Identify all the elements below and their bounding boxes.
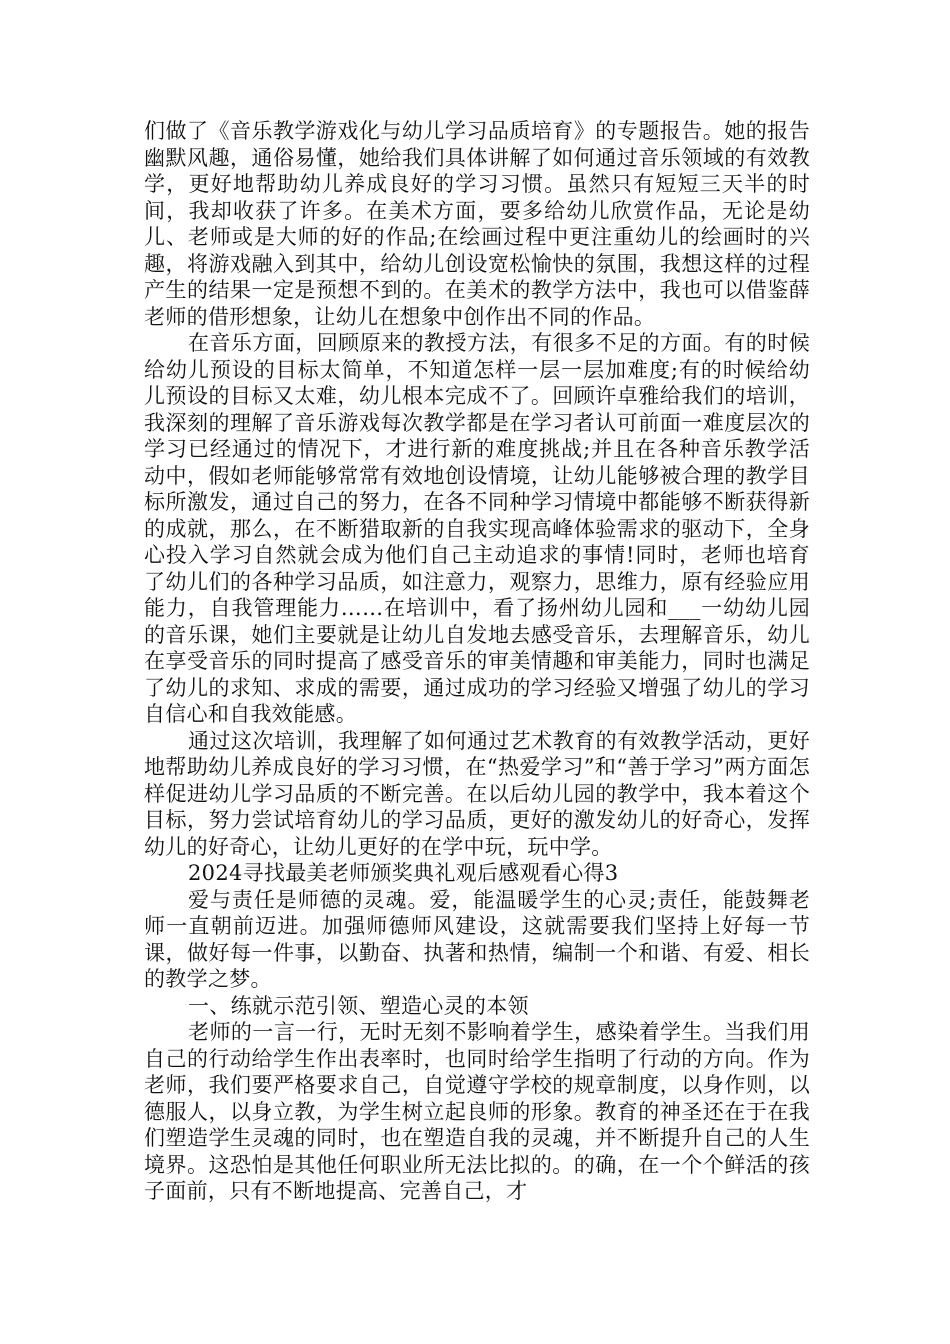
document-body [144, 118, 810, 1205]
paragraph: 爱与责任是师德的灵魂。爱，能温暖学生的心灵;责任，能鼓舞老师一直朝前迈进。加强师德师风建设，这就需要我们坚持上好每一节课，做好每一件事，以勤奋、执著和热情，编制一个和谐、有爱、相长的教学之梦。 [144, 887, 810, 991]
paragraph: 老师的一言一行，无时无刻不影响着学生，感染着学生。当我们用自己的行动给学生作出表率时，也同时给学生指明了行动的方向。作为老师，我们要严格要求自己，自觉遵守学校的规章制度，以身作则，以德服人，以身立教，为学生树立起良师的形象。教育的神圣还在于在我们塑造学生灵魂的同时，也在塑造自我的灵魂，并不断提升自己的人生境界。这恐怕是其他任何职业所无法比拟的。的确，在一个个鲜活的孩子面前，只有不断地提高、完善自己，才 [144, 1020, 810, 1203]
paragraph: 在音乐方面，回顾原来的教授方法，有很多不足的方面。有的时候给幼儿预设的目标太简单，不知道怎样一层一层加难度;有的时候给幼儿预设的目标又太难，幼儿根本完成不了。回顾许卓雅给我们的培训，我深刻的理解了音乐游戏每次教学都是在学习者认可前面一难度层次的学习已经通过的情况下，才进行新的难度挑战;并且在各种音乐教学活动中，假如老师能够常常有效地创设情境，让幼儿能够被合理的教学目标所激发，通过自己的努力，在各不同种学习情境中都能够不断获得新的成就，那么，在不断猎取新的自我实现高峰体验需求的驱动下，全身心投入学习自然就会成为他们自己主动追求的事情!同时，老师也培育了幼儿们的各种学习品质，如注意力，观察力，思维力，原有经验应用能力，自我管理能力……在培训中，看了扬州幼儿园和___一幼幼儿园的音乐课，她们主要就是让幼儿自发地去感受音乐，去理解音乐，幼儿在享受音乐的同时提高了感受音乐的审美情趣和审美能力，同时也满足了幼儿的求知、求成的需要，通过成功的学习经验又增强了幼儿的学习自信心和自我效能感。 [144, 331, 810, 726]
paragraph: 们做了《音乐教学游戏化与幼儿学习品质培育》的专题报告。她的报告幽默风趣，通俗易懂，她给我们具体讲解了如何通过音乐领域的有效教学，更好地帮助幼儿养成良好的学习习惯。虽然只有短短三天半的时间，我却收获了许多。在美术方面，要多给幼儿欣赏作品，无论是幼儿、老师或是大师的好的作品;在绘画过程中更注重幼儿的绘画时的兴趣，将游戏融入到其中，给幼儿创设宽松愉快的氛围，我想这样的过程产生的结果一定是预想不到的。在美术的教学方法中，我也可以借鉴薛老师的借形想象，让幼儿在想象中创作出不同的作品。 [144, 119, 810, 329]
paragraph: 通过这次培训，我理解了如何通过艺术教育的有效教学活动，更好地帮助幼儿养成良好的学习习惯，在“热爱学习”和“善于学习”两方面怎样促进幼儿学习品质的不断完善。在以后幼儿园的教学中，我本着这个目标，努力尝试培育幼儿的学习品质，更好的激发幼儿的好奇心，发挥幼儿的好奇心，让幼儿更好的在学中玩，玩中学。 [144, 728, 810, 859]
section-title: 2024寻找最美老师颁奖典礼观后感观看心得3 [188, 861, 619, 885]
section-heading: 一、练就示范引领、塑造心灵的本领 [188, 993, 529, 1018]
